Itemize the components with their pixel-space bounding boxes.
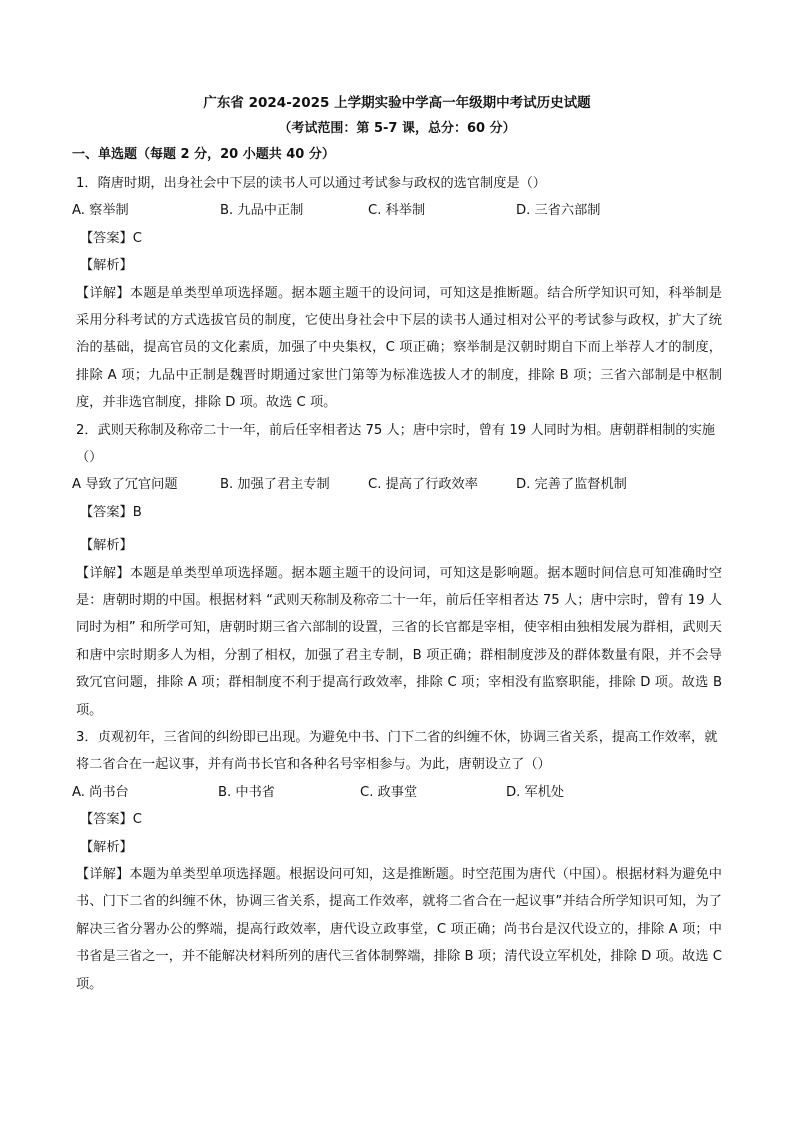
question-stem: 1．隋唐时期，出身社会中下层的读书人可以通过考试参与政权的选官制度是（）: [76, 176, 546, 191]
question-options: [72, 197, 722, 224]
analysis-detail: 【详解】本题为单类型单项选择题。根据设问可知，这是推断题。时空范围为唐代（中国）。根据材料为避免中书、门下二省的纠缠不休，协调三省关系，提高工作效率，就将二省合在一起议事”并结合所学知识可知，为了解决三省分署办公的弊端，提高行政效率，唐代设立政事堂，C 项正确；尚书台是汉代设立的，排除 A 项；中书省是三省之一，并不能解决材料所列的唐代三省体制弊端，排除 B 项；清代设立军机处，排除 D 项。故选 C 项。: [76, 867, 722, 992]
analysis-detail: 【详解】本题是单类型单项选择题。据本题主题干的设问词，可知这是推断题。结合所学知识可知，科举制是采用分科考试的方式选拔官员的制度，它使出身社会中下层的读书人通过相对公平的考试参与政权，扩大了统治的基础，提高官员的文化素质，加强了中央集权，C 项正确；察举制是汉朝时期自下而上举荐人才的制度，排除 A 项；九品中正制是魏晋时期通过家世门第等为标准选拔人才的制度，排除 B 项；三省六部制是中枢制度，并非选官制度，排除 D 项。故选 C 项。: [76, 285, 722, 411]
option-b: B. 中书省: [218, 784, 275, 800]
option-b: B. 九品中正制: [220, 203, 304, 219]
answer-label: 【答案】C: [80, 230, 142, 246]
page-title: 广东省 2024-2025 上学期实验中学高一年级期中考试历史试题: [203, 95, 591, 111]
option-d: D. 完善了监督机制: [516, 477, 627, 493]
question-1: [72, 170, 722, 417]
question-stem: 2．武则天称制及称帝二十一年，前后任宰相者达 75 人；唐中宗时，曾有 19 人同时为相。唐朝群相制的实施（）: [76, 422, 715, 466]
question-stem: 3．贞观初年，三省间的纠纷即已出现。为避免中书、门下二省的纠缠不休，协调三省关系，提高工作效率，就将二省合在一起议事，并有尚书长官和各种名号宰相参与。为此，唐朝设立了（）: [76, 730, 718, 773]
analysis-detail: 【详解】本题是单类型单项选择题。据本题主题干的设问词，可知这是影响题。据本题时间信息可知准确时空是：唐朝时期的中国。根据材料 “武则天称制及称帝二十一年，前后任宰相者达 75 人；唐中宗时，曾有 19 人同时为相” 和所学可知，唐朝时期三省六部制的设置，三省的长官都是宰相，使宰相由独相发展为群相，武则天和唐中宗时期多人为相，分割了相权，加强了君主专制，B 项正确；群相制度涉及的群体数量有限，并不会导致冗官问题，排除 A 项；群相制度不利于提高行政效率，排除 C 项；宰相没有监察职能，排除 D 项。故选 B 项。: [76, 565, 722, 718]
option-a: A 导致了冗官问题: [72, 477, 178, 493]
analysis-label: 【解析】: [80, 839, 133, 855]
analysis-label: 【解析】: [80, 258, 133, 274]
option-d: D. 三省六部制: [516, 203, 601, 219]
option-a: A. 察举制: [72, 203, 129, 219]
question-2: [72, 417, 722, 724]
option-c: C. 提高了行政效率: [368, 477, 478, 493]
analysis-label: 【解析】: [80, 538, 133, 554]
exam-page: [72, 92, 722, 998]
page-subtitle: （考试范围：第 5-7 课，总分：60 分）: [278, 121, 516, 136]
option-c: C. 科举制: [368, 203, 426, 219]
question-options: [72, 779, 722, 806]
option-c: C. 政事堂: [360, 784, 418, 800]
answer-label: 【答案】B: [80, 504, 142, 520]
question-3: [72, 724, 722, 998]
option-a: A. 尚书台: [72, 784, 129, 800]
question-options: [72, 471, 722, 498]
option-d: D. 军机处: [506, 784, 565, 800]
section-heading: 一、单选题（每题 2 分，20 小题共 40 分）: [72, 147, 335, 162]
answer-label: 【答案】C: [80, 812, 142, 828]
option-b: B. 加强了君主专制: [220, 477, 330, 493]
